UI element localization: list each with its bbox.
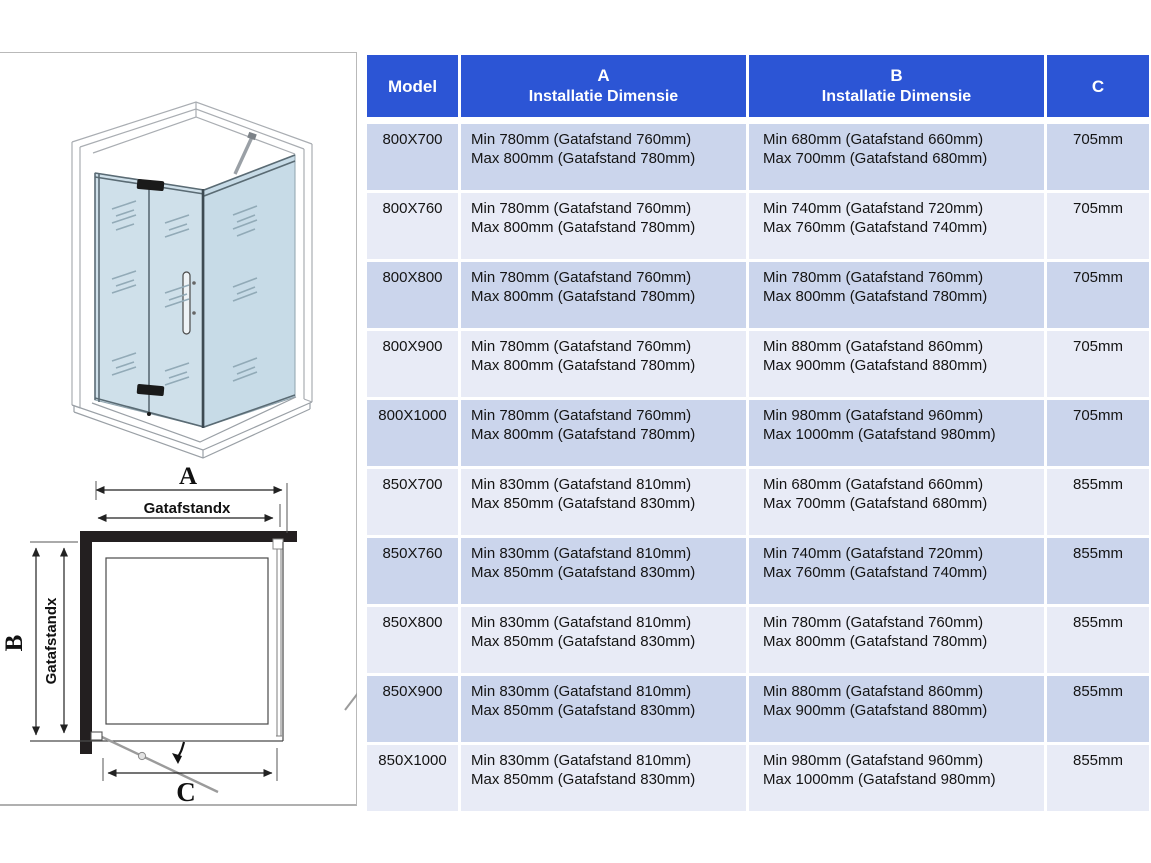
side-panel-glass <box>204 155 295 427</box>
header-b-subtitle: Installatie Dimensie <box>821 88 972 105</box>
plan-walls <box>80 531 297 754</box>
row-850X760-c: 855mm <box>1047 538 1149 604</box>
dimension-gatafstand-vertical <box>43 548 64 733</box>
row-850X1000-a: Min 830mm (Gatafstand 810mm) Max 850mm (Gatafstand 830mm) <box>461 745 746 811</box>
shower-3d-view <box>72 102 312 458</box>
row-800X700-a: Min 780mm (Gatafstand 760mm) Max 800mm (Gatafstand 780mm) <box>461 124 746 190</box>
dimension-a <box>96 463 287 533</box>
dimension-b <box>1 542 78 735</box>
plan-enclosure <box>30 542 283 741</box>
row-850X800-a: Min 830mm (Gatafstand 810mm) Max 850mm (Gatafstand 830mm) <box>461 607 746 673</box>
row-850X1000-c: 855mm <box>1047 745 1149 811</box>
pivot-block <box>273 539 283 549</box>
row-850X700-b: Min 680mm (Gatafstand 660mm) Max 700mm (Gatafstand 680mm) <box>749 469 1044 535</box>
label-c: C <box>176 777 196 807</box>
row-850X900-model: 850X900 <box>367 676 458 742</box>
row-800X800-model: 800X800 <box>367 262 458 328</box>
row-850X760-a: Min 830mm (Gatafstand 810mm) Max 850mm (Gatafstand 830mm) <box>461 538 746 604</box>
row-850X1000-model: 850X1000 <box>367 745 458 811</box>
swing-arrow-icon <box>172 753 182 764</box>
row-800X1000-model: 800X1000 <box>367 400 458 466</box>
row-800X900-b: Min 880mm (Gatafstand 860mm) Max 900mm (Gatafstand 880mm) <box>749 331 1044 397</box>
row-800X700-b: Min 680mm (Gatafstand 660mm) Max 700mm (Gatafstand 680mm) <box>749 124 1044 190</box>
row-850X760-model: 850X760 <box>367 538 458 604</box>
row-800X800-c: 705mm <box>1047 262 1149 328</box>
row-800X760-c: 705mm <box>1047 193 1149 259</box>
row-850X900-a: Min 830mm (Gatafstand 810mm) Max 850mm (Gatafstand 830mm) <box>461 676 746 742</box>
spec-table <box>367 55 1149 811</box>
header-b-letter: B <box>890 66 903 85</box>
plan-view <box>1 463 357 807</box>
row-850X1000-b: Min 980mm (Gatafstand 960mm) Max 1000mm (Gatafstand 980mm) <box>749 745 1044 811</box>
row-850X900-b: Min 880mm (Gatafstand 860mm) Max 900mm (Gatafstand 880mm) <box>749 676 1044 742</box>
support-bar <box>235 132 257 174</box>
label-gatafstand-vertical: Gatafstandx <box>43 597 60 685</box>
row-800X1000-c: 705mm <box>1047 400 1149 466</box>
header-c-label: C <box>1091 76 1105 96</box>
row-850X900-c: 855mm <box>1047 676 1149 742</box>
header-a <box>461 55 746 117</box>
row-850X800-b: Min 780mm (Gatafstand 760mm) Max 800mm (Gatafstand 780mm) <box>749 607 1044 673</box>
row-800X700-c: 705mm <box>1047 124 1149 190</box>
label-b: B <box>1 634 28 652</box>
header-c <box>1047 55 1149 117</box>
diagram-panel <box>0 52 357 806</box>
row-800X900-model: 800X900 <box>367 331 458 397</box>
row-800X800-b: Min 780mm (Gatafstand 760mm) Max 800mm (Gatafstand 780mm) <box>749 262 1044 328</box>
row-800X760-a: Min 780mm (Gatafstand 760mm) Max 800mm (Gatafstand 780mm) <box>461 193 746 259</box>
header-model <box>367 55 458 117</box>
row-800X900-a: Min 780mm (Gatafstand 760mm) Max 800mm (Gatafstand 780mm) <box>461 331 746 397</box>
dimension-gatafstand-horizontal <box>98 500 280 527</box>
row-850X700-a: Min 830mm (Gatafstand 810mm) Max 850mm (Gatafstand 830mm) <box>461 469 746 535</box>
row-800X760-b: Min 740mm (Gatafstand 720mm) Max 760mm (Gatafstand 740mm) <box>749 193 1044 259</box>
dimension-c <box>103 748 277 807</box>
row-850X700-model: 850X700 <box>367 469 458 535</box>
header-b <box>749 55 1044 117</box>
row-800X700-model: 800X700 <box>367 124 458 190</box>
header-model-label: Model <box>387 76 438 96</box>
border-tick <box>345 693 357 710</box>
row-850X760-b: Min 740mm (Gatafstand 720mm) Max 760mm (Gatafstand 740mm) <box>749 538 1044 604</box>
header-a-letter: A <box>597 66 610 85</box>
row-850X700-c: 855mm <box>1047 469 1149 535</box>
label-gatafstand-horizontal: Gatafstandx <box>143 500 231 517</box>
row-800X1000-b: Min 980mm (Gatafstand 960mm) Max 1000mm (Gatafstand 980mm) <box>749 400 1044 466</box>
shower-diagrams <box>0 53 357 807</box>
row-800X1000-a: Min 780mm (Gatafstand 760mm) Max 800mm (Gatafstand 780mm) <box>461 400 746 466</box>
label-a: A <box>178 463 198 490</box>
row-850X800-c: 855mm <box>1047 607 1149 673</box>
row-800X760-model: 800X760 <box>367 193 458 259</box>
row-800X900-c: 705mm <box>1047 331 1149 397</box>
row-850X800-model: 850X800 <box>367 607 458 673</box>
header-a-subtitle: Installatie Dimensie <box>528 88 679 105</box>
row-800X800-a: Min 780mm (Gatafstand 760mm) Max 800mm (Gatafstand 780mm) <box>461 262 746 328</box>
